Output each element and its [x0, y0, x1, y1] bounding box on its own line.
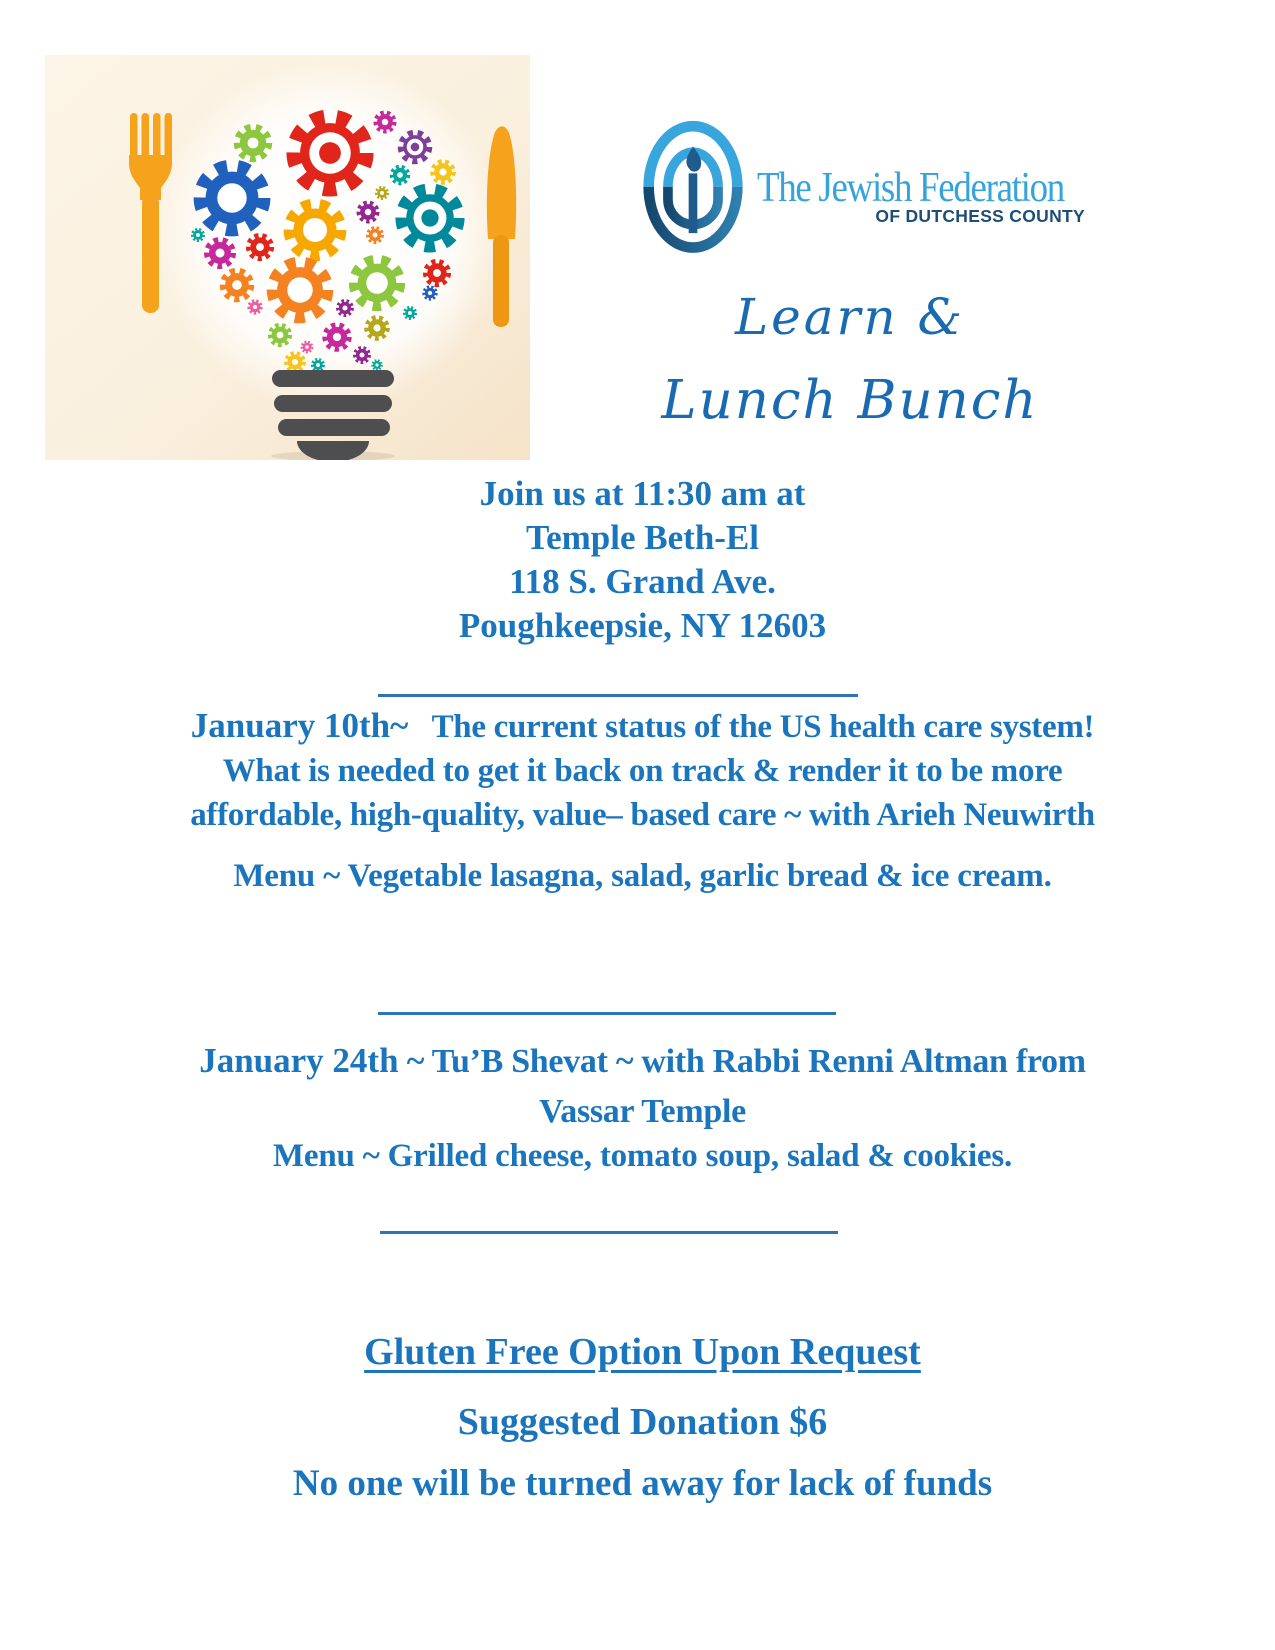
event-1-line-2: What is needed to get it back on track & render it to be more — [222, 753, 1063, 789]
event-2-line-2: Vassar Temple — [539, 1093, 746, 1130]
divider-2 — [378, 1012, 836, 1015]
event-january-10 — [50, 704, 1235, 837]
suggested-donation-note: Suggested Donation $6 — [457, 1401, 828, 1443]
event-title — [615, 288, 1085, 431]
event-1-line-3: affordable, high-quality, value– based care ~ with Arieh Neuwirth — [190, 797, 1095, 833]
divider-1 — [378, 694, 858, 697]
gears-lightbulb-illustration — [45, 55, 530, 460]
event-2-date: January 24th — [199, 1041, 399, 1080]
gluten-free-note: Gluten Free Option Upon Request — [364, 1331, 921, 1373]
event-location-block — [50, 472, 1235, 648]
event-2-line-1 — [50, 1036, 1235, 1087]
title-line-1: Learn & — [734, 288, 966, 346]
intro-time-line: Join us at 11:30 am at — [479, 474, 806, 513]
event-1-line-1 — [50, 704, 1235, 749]
menorah-icon — [640, 112, 746, 255]
title-line-2: Lunch Bunch — [661, 370, 1039, 431]
logo-title: The Jewish Federation — [757, 165, 1064, 211]
divider-3 — [380, 1231, 838, 1234]
intro-street-line: 118 S. Grand Ave. — [509, 562, 776, 601]
intro-venue-line: Temple Beth-El — [525, 518, 760, 557]
no-turn-away-note: No one will be turned away for lack of funds — [292, 1463, 993, 1504]
intro-city-line: Poughkeepsie, NY 12603 — [458, 606, 827, 645]
event-january-24 — [50, 1036, 1235, 1137]
event-2-topic: ~ Tu’B Shevat ~ with Rabbi Renni Altman from — [398, 1043, 1086, 1080]
event-1-topic: The current status of the US health care system! — [408, 709, 1095, 745]
event-1-date: January 10th~ — [190, 706, 409, 745]
event-1-menu: Menu ~ Vegetable lasagna, salad, garlic bread & ice cream. — [233, 858, 1052, 894]
logo-subtitle: OF DUTCHESS COUNTY — [875, 206, 1085, 226]
event-2-menu: Menu ~ Grilled cheese, tomato soup, salad & cookies. — [272, 1138, 1013, 1174]
